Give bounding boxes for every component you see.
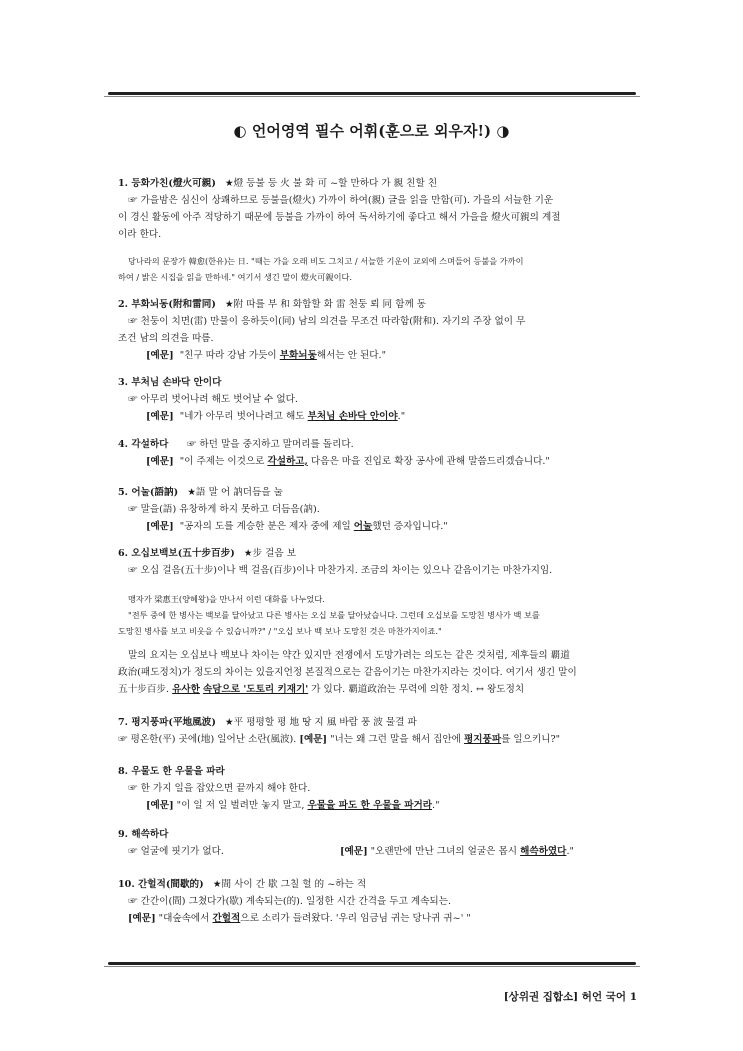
entry-4 <box>118 436 638 470</box>
entry-gloss: ★步 걸음 보 <box>243 548 297 559</box>
entry-definition: ☞ 평온한(平) 곳에(地) 일어난 소란(風波). <box>118 734 300 745</box>
page-title: ◐ 언어영역 필수 어휘(훈으로 외우자!) ◑ <box>233 122 510 140</box>
entry-paragraph: 가 있다. 覇道政治는 무력에 의한 정치. ↔ 왕도정치 <box>308 684 525 695</box>
example-keyword: 어눌 <box>353 521 373 532</box>
example-label: [예문] <box>146 411 174 422</box>
entry-7 <box>118 714 638 748</box>
entry-5 <box>118 484 638 535</box>
top-divider <box>108 92 636 95</box>
example-text: "대숲속에서 <box>155 913 213 924</box>
entry-gloss: ★語 말 어 訥더듬을 눌 <box>187 487 283 498</box>
entry-definition: 이 경신 활동에 아주 적당하기 때문에 등불을 가까이 하여 독서하기에 좋다고 해서 가을을 燈火可親의 계절 <box>118 212 561 223</box>
entry-definition: ☞ 얼굴에 핏기가 없다. <box>128 846 224 857</box>
entry-note: 하여 / 밝은 시집을 읽을 만하네." 여기서 생긴 말이 燈火可親이다. <box>118 272 352 282</box>
example-text: 했던 증자입니다." <box>372 521 448 532</box>
entry-paragraph: 政治(패도정치)가 정도의 차이는 있을지언정 본질적으로는 같음이기는 마찬가지라는 것이다. 여기서 생긴 말이 <box>118 667 577 678</box>
example-text: "친구 따라 강남 가듯이 <box>179 350 280 361</box>
entry-note: 당나라의 문장가 韓愈(한유)는 日. "때는 가을 오래 비도 그치고 / 서늘한 기운이 교외에 스며들어 등불을 가까이 <box>128 256 524 266</box>
example-keyword: 평지풍파 <box>464 734 502 745</box>
entry-paragraph: 말의 요지는 오십보나 백보나 차이는 약간 있지만 전쟁에서 도망가려는 의도는 같은 것처럼, 제후들의 覇道 <box>128 650 570 661</box>
example-label: [예문] <box>146 800 174 811</box>
entry-definition: 조건 남의 의견을 따름. <box>118 333 214 344</box>
entry-heading: 4. 각설하다 <box>118 439 169 450</box>
entry-gloss: ★間 사이 간 歇 그칠 헐 的 ~하는 적 <box>212 879 367 890</box>
example-keyword: 부처님 손바닥 안이야 <box>307 411 398 422</box>
example-label: [예문] <box>340 846 368 857</box>
example-text: 다음은 마을 진입로 확장 공사에 관해 말씀드리겠습니다." <box>307 456 550 467</box>
entry-definition: ☞ 가을밤은 심신이 상쾌하므로 등불을(燈火) 가까이 하여(親) 글을 읽을 만함(可). 가을의 서늘한 기운 <box>128 195 554 206</box>
entry-heading: 3. 부처님 손바닥 안이다 <box>118 377 222 388</box>
entry-keyword: 속담으로 '도토리 키재기' <box>202 684 309 695</box>
entry-9 <box>118 826 638 860</box>
example-text: ." <box>397 411 406 422</box>
entry-paragraph: 五十步百步. <box>118 684 173 695</box>
entry-note: 도망친 병사를 보고 비웃을 수 있습니까?" / "오십 보나 백 보나 도망친 것은 마찬가지이죠." <box>118 626 442 636</box>
entry-definition: 이라 한다. <box>118 229 162 240</box>
example-label: [예문] <box>146 456 174 467</box>
entry-heading: 8. 우물도 한 우물을 파라 <box>118 766 225 777</box>
entry-definition: ☞ 아무리 벗어나려 해도 벗어날 수 없다. <box>128 394 298 405</box>
example-keyword: 부화뇌동 <box>279 350 317 361</box>
example-keyword: 해쓱하였다 <box>520 846 567 857</box>
entry-heading: 9. 해쓱하다 <box>118 829 169 840</box>
example-text: 으로 소리가 들려왔다. '우리 임금님 귀는 당나귀 귀~' " <box>240 913 471 924</box>
entry-6 <box>118 545 638 698</box>
example-label: [예문] <box>128 913 156 924</box>
example-label: [예문] <box>299 734 328 745</box>
entry-keyword: 유사한 <box>172 684 200 695</box>
entry-1 <box>118 175 638 285</box>
example-text: "공자의 도를 계승한 분은 제자 중에 제일 <box>179 521 354 532</box>
entry-gloss: ★平 평평할 평 地 땅 지 風 바람 풍 波 물결 파 <box>225 717 417 728</box>
example-keyword: 간헐적 <box>212 913 241 924</box>
example-text: ." <box>566 846 574 857</box>
entry-gloss: ★燈 등불 등 火 불 화 可 ~할 만하다 가 親 친할 친 <box>225 178 438 189</box>
entry-definition: ☞ 오십 걸음(五十步)이나 백 걸음(百步)이나 마찬가지. 조금의 차이는 있으나 같음이기는 마찬가지임. <box>128 565 553 576</box>
entry-heading: 10. 간헐적(間歇的) <box>118 879 204 890</box>
entry-gloss: ★附 따를 부 和 화합할 화 雷 천둥 뢰 同 함께 동 <box>225 299 427 310</box>
example-text: "네가 아무리 벗어나려고 해도 <box>179 411 308 422</box>
entry-heading: 6. 오십보백보(五十步百步) <box>118 548 235 559</box>
example-keyword: 우물을 파도 한 우물을 파거라 <box>307 800 433 811</box>
entry-heading: 1. 등화가친(燈火可親) <box>118 178 216 189</box>
example-text: "오랜만에 만난 그녀의 얼굴은 몹시 <box>367 846 521 857</box>
entry-heading: 5. 어눌(語訥) <box>118 487 179 498</box>
entry-10 <box>118 876 638 927</box>
example-text: ." <box>432 800 440 811</box>
entry-heading: 2. 부화뇌동(附和雷同) <box>118 299 216 310</box>
entry-note: "전투 중에 한 병사는 백보를 달아났고 다른 병사는 오십 보를 달아났습니다. 그런데 오십보를 도망친 병사가 백 보를 <box>128 610 540 620</box>
entry-2 <box>118 296 638 364</box>
page-footer: [상위권 집합소] 허언 국어 1 <box>503 991 637 1003</box>
example-label: [예문] <box>146 350 174 361</box>
entry-definition: ☞ 천둥이 치면(雷) 만물이 응하듯이(同) 남의 의견을 무조건 따라함(附和). 자기의 주장 없이 무 <box>128 316 526 327</box>
entry-definition: ☞ 하던 말을 중지하고 말머리를 돌리다. <box>186 439 354 450</box>
example-text: "이 일 저 일 벌려만 놓지 말고, <box>173 800 308 811</box>
example-text: 를 일으키니?" <box>501 734 561 745</box>
entry-definition: ☞ 말을(語) 유창하게 하지 못하고 더듬음(訥). <box>128 504 320 515</box>
example-text: 해서는 안 된다." <box>316 350 387 361</box>
bottom-divider <box>108 962 636 965</box>
example-text: "이 주제는 이것으로 <box>179 456 268 467</box>
entry-definition: ☞ 한 가지 일을 잡았으면 끝까지 해야 한다. <box>128 783 311 794</box>
entry-3 <box>118 374 638 425</box>
entry-definition: ☞ 간간이(間) 그쳤다가(歇) 계속되는(的). 일정한 시간 간격을 두고 계속되는. <box>128 896 452 907</box>
example-keyword: 각설하고, <box>267 456 308 467</box>
example-text: "너는 왜 그런 말을 해서 집안에 <box>327 734 465 745</box>
entry-8 <box>118 763 638 814</box>
entry-heading: 7. 평지풍파(平地風波) <box>118 717 216 728</box>
entry-note: 맹자가 梁惠王(양혜왕)을 만나서 이런 대화를 나누었다. <box>128 594 325 604</box>
example-label: [예문] <box>146 521 174 532</box>
